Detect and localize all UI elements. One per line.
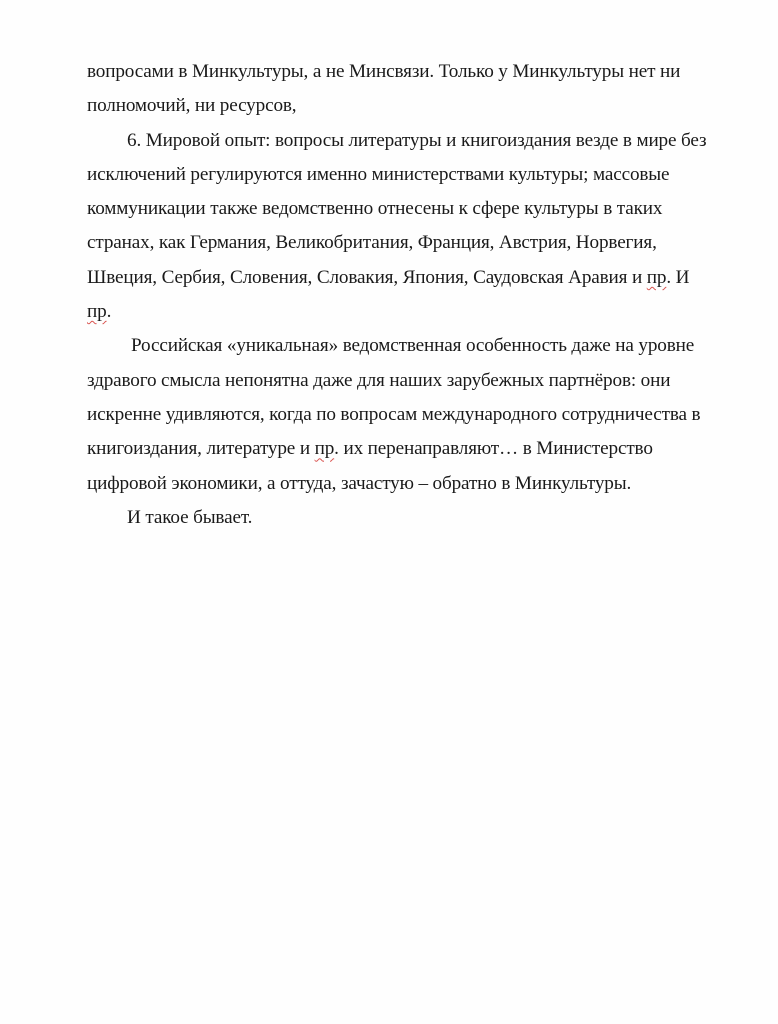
text-line: цифровой экономики, а оттуда, зачастую – обратно в Минкультуры. <box>87 472 632 494</box>
text-line: Российская «уникальная» ведомственная особенность даже на уровне <box>131 335 695 357</box>
text-line: вопросами в Минкультуры, а не Минсвязи. Только у Минкультуры нет ни <box>87 61 681 82</box>
spellcheck-flagged-word[interactable]: пр <box>314 438 335 460</box>
text-line: странах, как Германия, Великобритания, Франция, Австрия, Норвегия, <box>87 232 657 254</box>
paragraph-world-experience <box>87 124 747 330</box>
paragraph-continuation <box>87 55 747 124</box>
text-fragment: книгоиздания, литературе и <box>87 438 315 460</box>
text-line: 6. Мировой опыт: вопросы литературы и книгоиздания везде в мире без <box>127 129 707 151</box>
text-fragment: . их перенаправляют… в Министерство <box>334 438 653 460</box>
text-fragment: . <box>106 301 112 323</box>
text-line <box>87 432 747 466</box>
document-body[interactable] <box>87 55 747 535</box>
text-line <box>87 261 747 295</box>
spellcheck-flagged-word[interactable]: пр <box>646 266 667 288</box>
text-line: искренне удивляются, когда по вопросам международного сотрудничества в <box>87 403 701 425</box>
text-line: полномочий, ни ресурсов, <box>87 95 297 117</box>
text-line: исключений регулируются именно министерствами культуры; массовые <box>87 163 670 185</box>
text-fragment: Швеция, Сербия, Словения, Словакия, Япония, Саудовская Аравия и <box>87 266 647 288</box>
spellcheck-flagged-word[interactable]: пр <box>87 301 107 323</box>
paragraph-russian-uniqueness <box>87 329 747 500</box>
text-fragment: . И <box>666 266 690 288</box>
paragraph-closing <box>87 501 747 535</box>
text-line: здравого смысла непонятна даже для наших зарубежных партнёров: они <box>87 369 671 391</box>
text-line: коммуникации также ведомственно отнесены к сфере культуры в таких <box>87 198 663 220</box>
text-line: И такое бывает. <box>127 506 253 528</box>
text-line <box>87 295 747 329</box>
